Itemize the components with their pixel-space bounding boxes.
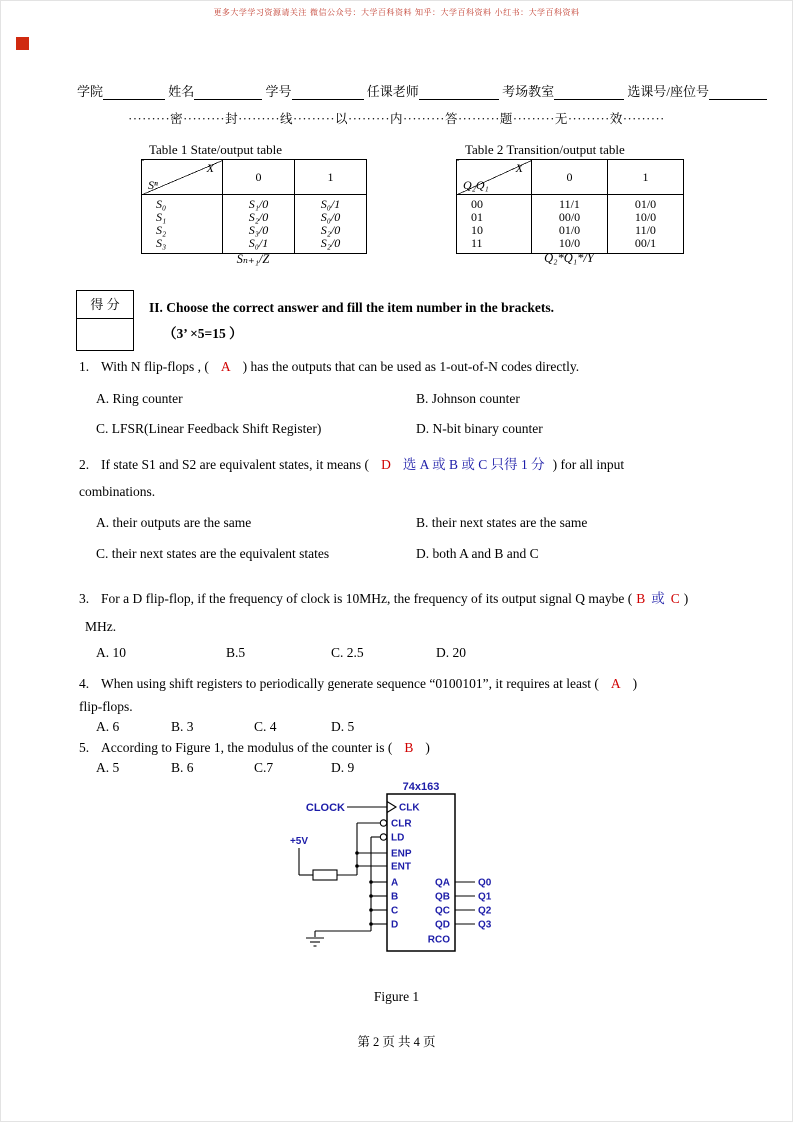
pin-b: B xyxy=(391,891,399,903)
table-row: S₁ S₂/0 S₀/0 xyxy=(142,211,367,224)
option-a: A. Ring counter xyxy=(96,391,183,406)
option-c: C. 2.5 xyxy=(331,645,364,660)
question-number: 5. xyxy=(79,740,90,755)
figure-1-circuit xyxy=(269,781,749,986)
page-number: 第 2 页 共 4 页 xyxy=(357,1035,436,1049)
figure-caption: Figure 1 xyxy=(373,989,420,1004)
ld-bubble-icon xyxy=(380,834,386,840)
option-d: D. 5 xyxy=(331,719,355,734)
table1-caption: Sₙ₊₁/Z xyxy=(236,252,270,266)
q1-options-row-2 xyxy=(79,421,769,439)
table1-corner-cell xyxy=(142,160,223,195)
pin-c: C xyxy=(391,905,399,917)
question-text: ) xyxy=(632,676,638,691)
option-d: D. 20 xyxy=(436,645,466,660)
option-b: B.5 xyxy=(226,645,246,660)
question-1 xyxy=(79,359,769,375)
table2-col-0: 0 xyxy=(532,160,608,195)
question-2-cont: combinations. xyxy=(79,484,156,499)
table-row: S₀ S₁/0 S₀/1 xyxy=(142,195,367,212)
table1-corner-sn: Sⁿ xyxy=(148,178,158,192)
option-b: B. Johnson counter xyxy=(416,391,520,406)
score-box-empty[interactable] xyxy=(77,319,133,350)
pin-ld: LD xyxy=(391,832,405,844)
option-a: A. 5 xyxy=(96,760,120,775)
table-row: 11 10/0 00/1 xyxy=(457,237,684,254)
option-b: B. 3 xyxy=(171,719,194,734)
table2-caption: Q₂*Q₁*/Y xyxy=(544,251,594,265)
output-label-q0: Q0 xyxy=(478,877,492,889)
score-box xyxy=(76,290,134,351)
answer-mark: D xyxy=(381,457,391,472)
answer-mark: B xyxy=(404,740,414,755)
q5-options-row xyxy=(79,760,769,778)
field-label-seat: 选课号/座位号 xyxy=(627,84,709,99)
clock-edge-icon xyxy=(387,802,396,813)
question-text: If state S1 and S2 are equivalent states, it means ( xyxy=(101,457,370,472)
answer-mark: A xyxy=(220,359,231,374)
pin-qa: QA xyxy=(435,877,450,889)
table-row: 10 01/0 11/0 xyxy=(457,224,684,237)
question-number: 3. xyxy=(79,591,90,606)
table-row: 01 00/0 10/0 xyxy=(457,211,684,224)
pin-clr: CLR xyxy=(391,818,412,830)
or-note: 或 xyxy=(651,591,665,606)
question-number: 4. xyxy=(79,676,90,691)
section-marks: （3’ ×5=15 ） xyxy=(163,326,243,341)
option-c: C.7 xyxy=(254,760,274,775)
clr-bubble-icon xyxy=(380,820,386,826)
pin-qb: QB xyxy=(435,891,450,903)
table1-title: Table 1 State/output table xyxy=(149,142,283,157)
table-row: S₂ S₃/0 S₂/0 xyxy=(142,224,367,237)
option-c: C. 4 xyxy=(254,719,277,734)
table2-col-1: 1 xyxy=(608,160,684,195)
red-square-marker xyxy=(16,37,29,50)
score-box-label: 得 分 xyxy=(77,291,133,319)
option-d: D. 9 xyxy=(331,760,355,775)
q2-options-row-1 xyxy=(79,515,769,533)
table2-corner-x: X xyxy=(515,161,523,175)
pin-clk: CLK xyxy=(399,802,420,814)
option-a: A. 6 xyxy=(96,719,120,734)
field-label-name: 姓名 xyxy=(168,84,195,99)
teacher-blank[interactable] xyxy=(419,86,499,100)
room-blank[interactable] xyxy=(554,86,624,100)
pin-enp: ENP xyxy=(391,848,412,860)
table2-title: Table 2 Transition/output table xyxy=(465,142,625,157)
table1-corner-x: X xyxy=(206,161,214,175)
table1-col-0: 0 xyxy=(223,160,295,195)
q1-options-row-1 xyxy=(79,391,769,409)
output-label-q1: Q1 xyxy=(478,891,492,903)
question-2 xyxy=(79,453,769,473)
table2-corner-cell xyxy=(457,160,532,195)
field-label-room: 考场教室 xyxy=(502,84,555,99)
table1-col-1: 1 xyxy=(295,160,367,195)
question-text: With N flip-flops , ( xyxy=(101,359,209,374)
junction-dot xyxy=(369,908,373,912)
chip-label: 74x163 xyxy=(402,781,440,793)
q2-options-row-2 xyxy=(79,546,769,564)
pin-rco: RCO xyxy=(427,934,450,946)
table2-transition-output xyxy=(456,159,684,254)
answer-mark: C xyxy=(670,591,680,606)
vcc-label: +5V xyxy=(289,836,309,847)
question-text: ) has the outputs that can be used as 1-out-of-N codes directly. xyxy=(242,359,580,374)
output-label-q2: Q2 xyxy=(478,905,492,917)
answer-mark: B xyxy=(636,591,646,606)
question-text: According to Figure 1, the modulus of the counter is ( xyxy=(101,740,393,755)
q4-options-row xyxy=(79,719,769,737)
field-label-teacher: 任课老师 xyxy=(366,84,419,99)
resistor-icon xyxy=(313,870,337,880)
seat-blank[interactable] xyxy=(709,86,767,100)
option-a: A. their outputs are the same xyxy=(96,515,252,530)
option-d: D. both A and B and C xyxy=(416,546,539,561)
option-b: B. 6 xyxy=(171,760,194,775)
watermark-text: 更多大学学习资源请关注 微信公众号：大学百科资料 知乎：大学百科资料 小红书：大学百科资料 xyxy=(213,8,580,17)
table-row: S₃ S₀/1 S₂/0 xyxy=(142,237,367,254)
answer-mark: A xyxy=(610,676,621,691)
question-3 xyxy=(79,587,769,607)
field-label-student-id: 学号 xyxy=(265,84,292,99)
pin-qc: QC xyxy=(435,905,450,917)
pin-d: D xyxy=(391,919,399,931)
question-text: ) xyxy=(425,740,430,755)
question-number: 1. xyxy=(79,359,90,374)
table2-corner-q: Q₂Q₁ xyxy=(463,178,489,192)
option-c: C. LFSR(Linear Feedback Shift Register) xyxy=(96,421,322,436)
option-a: A. 10 xyxy=(96,645,126,660)
junction-dot xyxy=(369,922,373,926)
table-row: 00 11/1 01/0 xyxy=(457,195,684,212)
option-d: D. N-bit binary counter xyxy=(416,421,543,436)
grading-note: 选 A 或 B 或 C 只得 1 分 xyxy=(402,457,545,472)
question-text: For a D flip-flop, if the frequency of clock is 10MHz, the frequency of its output signal Q maybe ( xyxy=(101,591,633,606)
junction-dot xyxy=(369,880,373,884)
question-3-cont: MHz. xyxy=(85,619,117,634)
field-label-college: 学院 xyxy=(77,84,104,99)
name-blank[interactable] xyxy=(194,86,262,100)
junction-dot xyxy=(369,894,373,898)
question-text: ) xyxy=(683,591,689,606)
question-4 xyxy=(79,676,769,692)
section-title: II. Choose the correct answer and fill the item number in the brackets. xyxy=(149,300,554,315)
option-c: C. their next states are the equivalent states xyxy=(96,546,330,561)
question-5 xyxy=(79,740,769,756)
question-text: When using shift registers to periodically generate sequence “0100101”, it requires at least ( xyxy=(101,676,599,691)
student-id-blank[interactable] xyxy=(292,86,364,100)
question-4-cont: flip-flops. xyxy=(79,699,133,714)
option-b: B. their next states are the same xyxy=(416,515,588,530)
pin-qd: QD xyxy=(435,919,450,931)
q3-options-row xyxy=(79,645,769,663)
table1-state-output xyxy=(141,159,367,254)
question-text: ) for all input xyxy=(552,457,625,472)
pin-ent: ENT xyxy=(391,861,411,873)
pin-a: A xyxy=(391,877,399,889)
clock-label: CLOCK xyxy=(305,802,345,814)
seal-line: ·········密·········封·········线·········以·········内·········答·········题·········无·········效········· xyxy=(128,112,665,126)
college-blank[interactable] xyxy=(103,86,165,100)
output-label-q3: Q3 xyxy=(478,919,492,931)
student-info-row xyxy=(77,81,737,100)
question-number: 2. xyxy=(79,457,90,472)
